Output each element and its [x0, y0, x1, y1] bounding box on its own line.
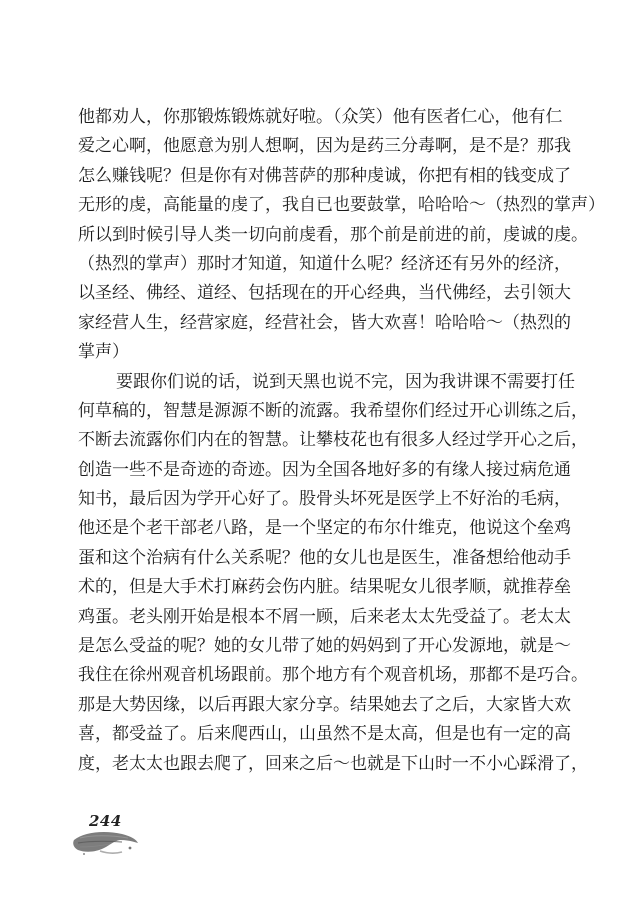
- text-line: 他还是个老干部老八路，是一个坚定的布尔什维克，他说这个垒鸡: [78, 518, 571, 539]
- text-line: 要跟你们说的话，说到天黑也说不完，因为我讲课不需要打任: [116, 371, 575, 392]
- text-line: 爱之心啊，他愿意为别人想啊，因为是药三分毒啊，是不是？那我: [78, 136, 571, 157]
- text-line: 喜，都受益了。后来爬西山，山虽然不是太高，但是也有一定的高: [78, 724, 571, 745]
- text-line: 所以到时候引导人类一切向前虔看，那个前是前进的前，虔诚的虔。: [78, 224, 588, 245]
- text-line: 以圣经、佛经、道经、包括现在的开心经典，当代佛经，去引领大: [78, 283, 571, 304]
- text-line: 无形的虔，高能量的虔了，我自已也要鼓掌，哈哈哈～（热烈的掌声）: [78, 195, 605, 216]
- text-line: 是怎么受益的呢？她的女儿带了她的妈妈到了开心发源地，就是～: [78, 636, 571, 657]
- page-number: 244: [89, 812, 122, 830]
- text-line: 那是大势因缘，以后再跟大家分享。结果她去了之后，大家皆大欢: [78, 694, 571, 715]
- text-line: 术的，但是大手术打麻药会伤内脏。结果呢女儿很孝顺，就推荐垒: [78, 577, 571, 598]
- text-line: 家经营人生，经营家庭，经营社会，皆大欢喜！哈哈哈～（热烈的: [78, 312, 571, 333]
- text-line: 蛋和这个治病有什么关系呢？他的女儿也是医生，准备想给他动手: [78, 547, 571, 568]
- text-line: 知书，最后因为学开心好了。股骨头坏死是医学上不好治的毛病，: [78, 489, 571, 510]
- text-line: （热烈的掌声）那时才知道，知道什么呢？经济还有另外的经济，: [78, 253, 571, 274]
- text-line: 他都劝人，你那锻炼锻炼就好啦。（众笑）他有医者仁心，他有仁: [78, 107, 563, 127]
- body-text: [78, 103, 605, 779]
- text-line: 怎么赚钱呢？但是你有对佛菩萨的那种虔诚，你把有相的钱变成了: [78, 165, 571, 186]
- text-line: 我住在徐州观音机场跟前。那个地方有个观音机场，那都不是巧合。: [78, 665, 588, 686]
- text-line: 鸡蛋。老头刚开始是根本不屑一顾，后来老太太先受益了。老太太: [78, 606, 571, 627]
- text-line: 创造一些不是奇迹的奇迹。因为全国各地好多的有缘人接过病危通: [78, 459, 571, 480]
- text-line: 何草稿的，智慧是源源不断的流露。我希望你们经过开心训练之后，: [78, 400, 588, 421]
- text-line: 不断去流露你们内在的智慧。让攀枝花也有很多人经过学开心之后，: [78, 430, 588, 451]
- text-line: 度，老太太也跟去爬了，回来之后～也就是下山时一不小心踩滑了，: [78, 753, 588, 774]
- ink-brush-stroke-icon: [70, 826, 140, 860]
- text-line: 掌声）: [78, 342, 129, 363]
